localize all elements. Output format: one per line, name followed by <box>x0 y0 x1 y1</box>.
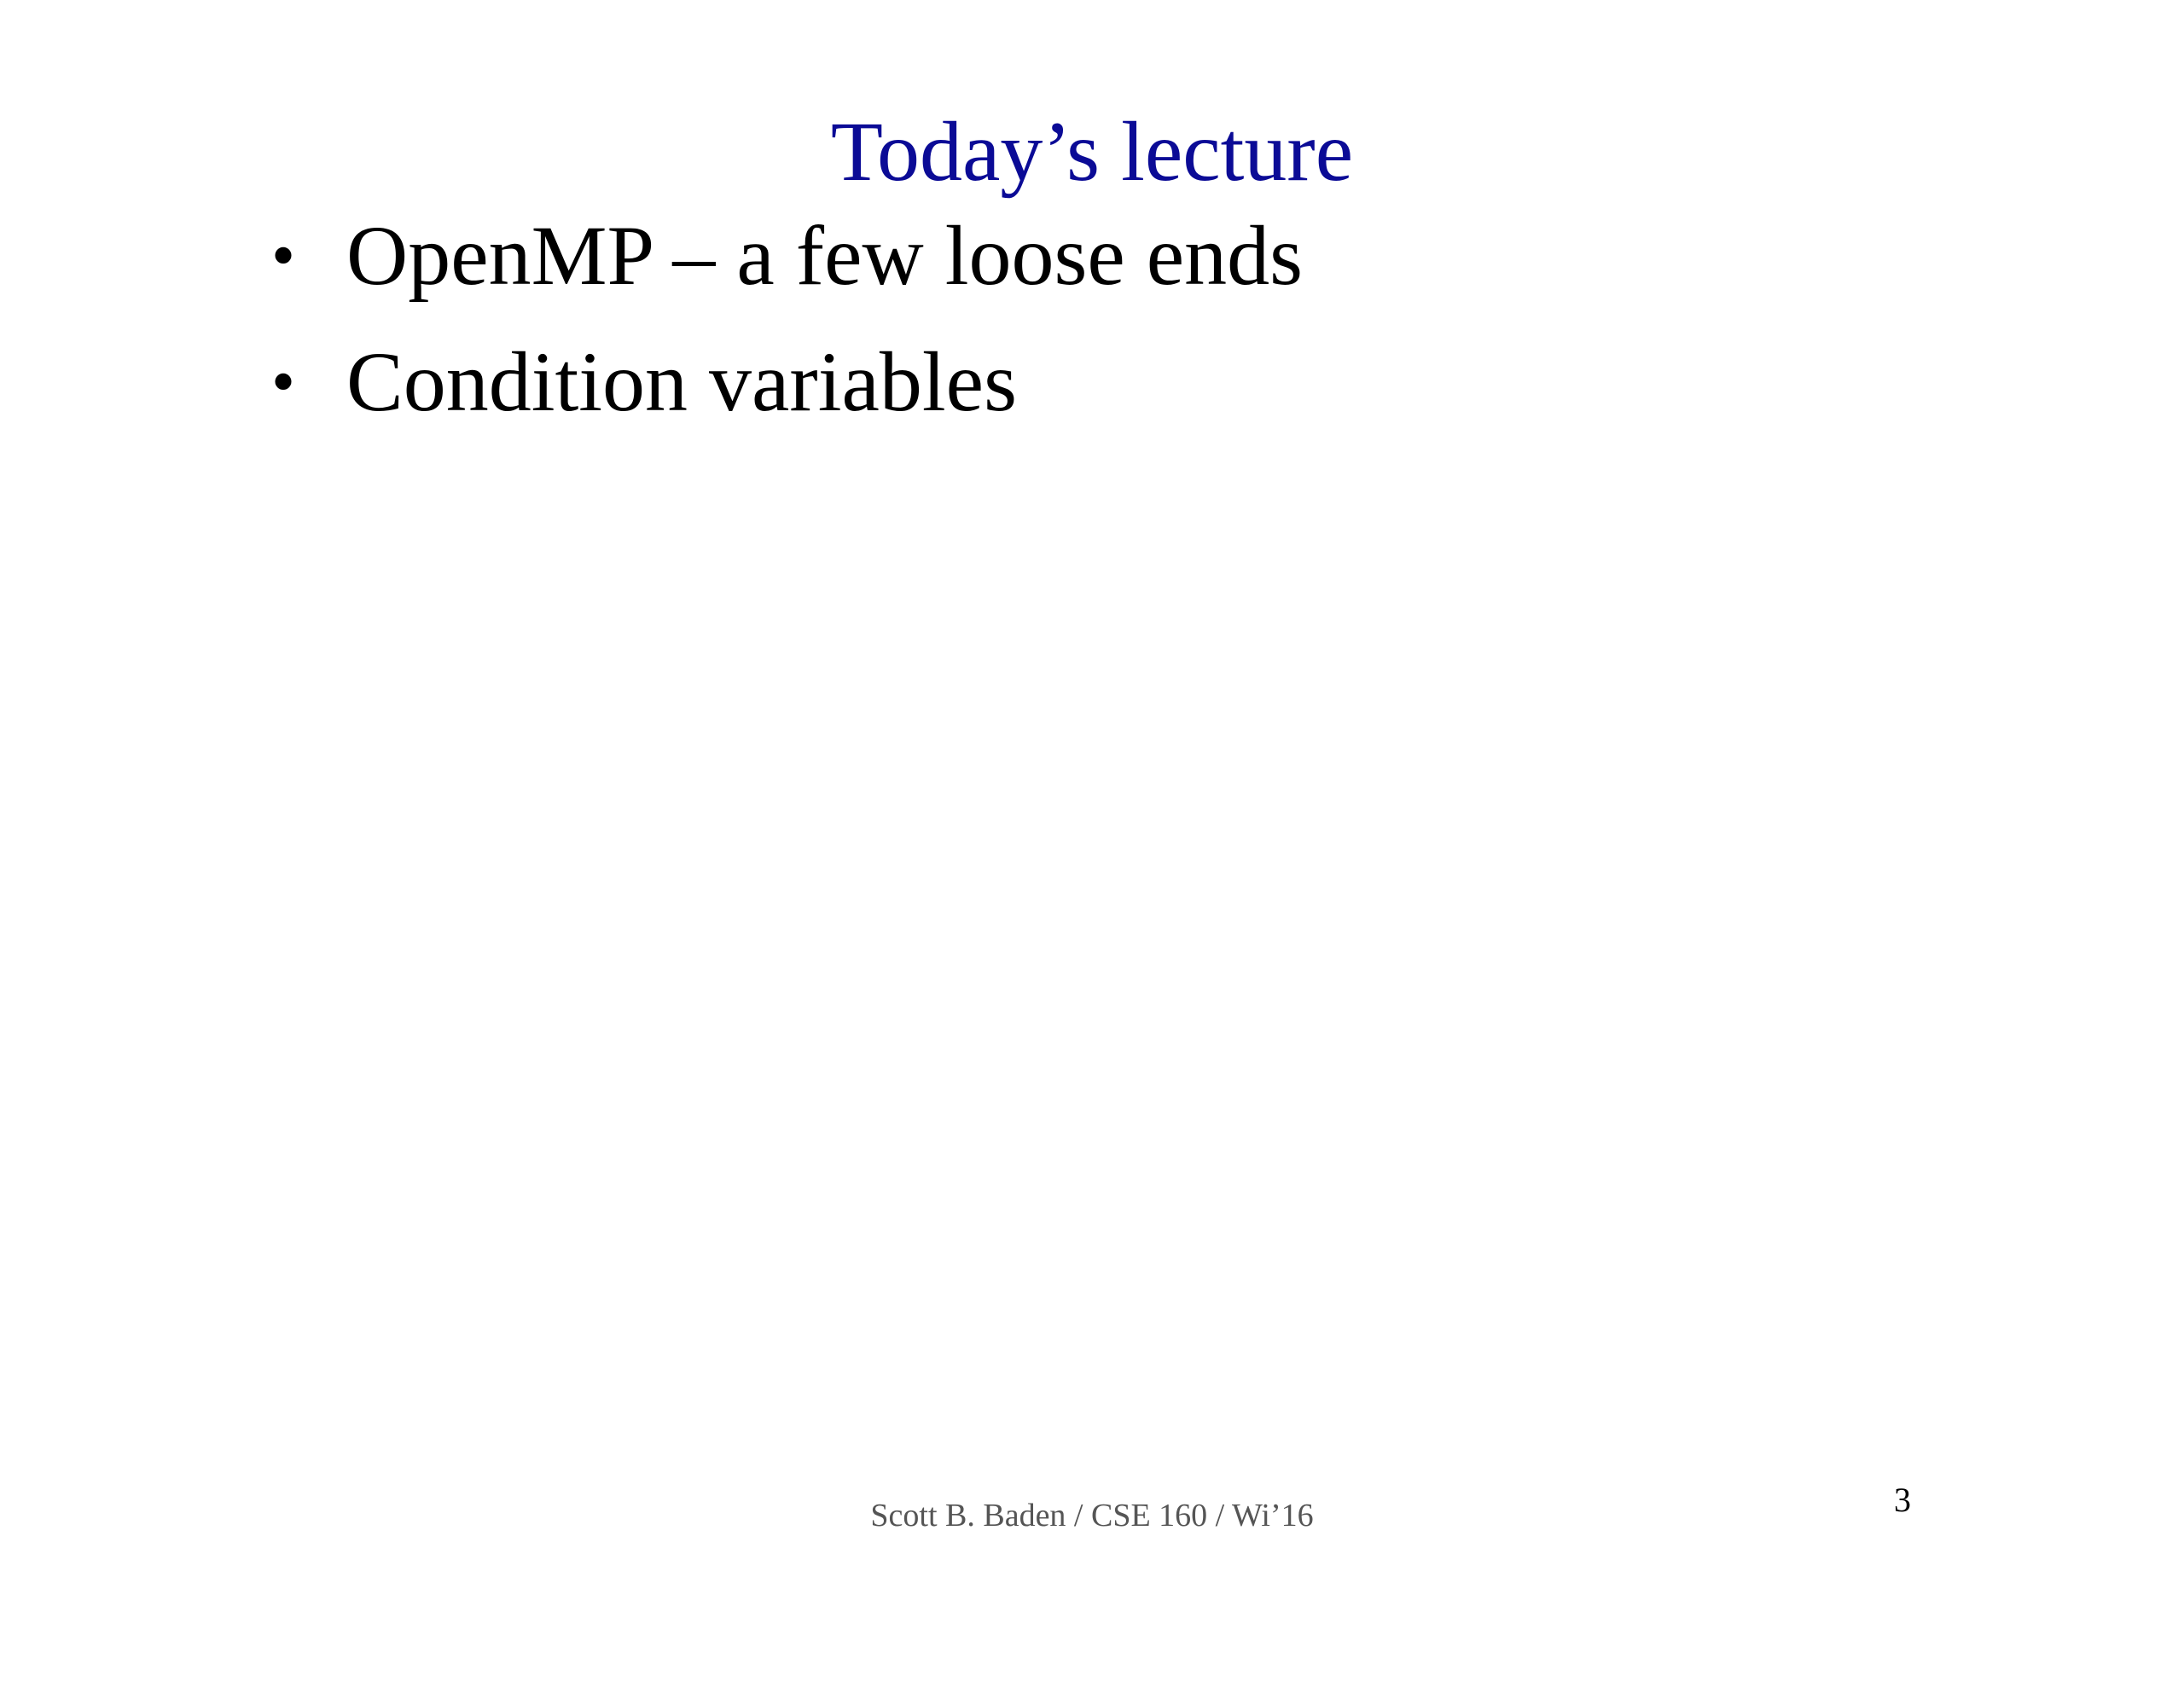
slide-footer: Scott B. Baden / CSE 160 / Wi’16 <box>870 1498 1314 1533</box>
bullet-text: Condition variables <box>346 334 1017 429</box>
bullet-text: OpenMP – a few loose ends <box>346 208 1304 303</box>
page-number: 3 <box>1894 1481 1911 1519</box>
bullet-dot-icon: • <box>271 345 296 420</box>
slide-title: Today’s lecture <box>830 104 1354 199</box>
bullet-dot-icon: • <box>271 218 296 293</box>
